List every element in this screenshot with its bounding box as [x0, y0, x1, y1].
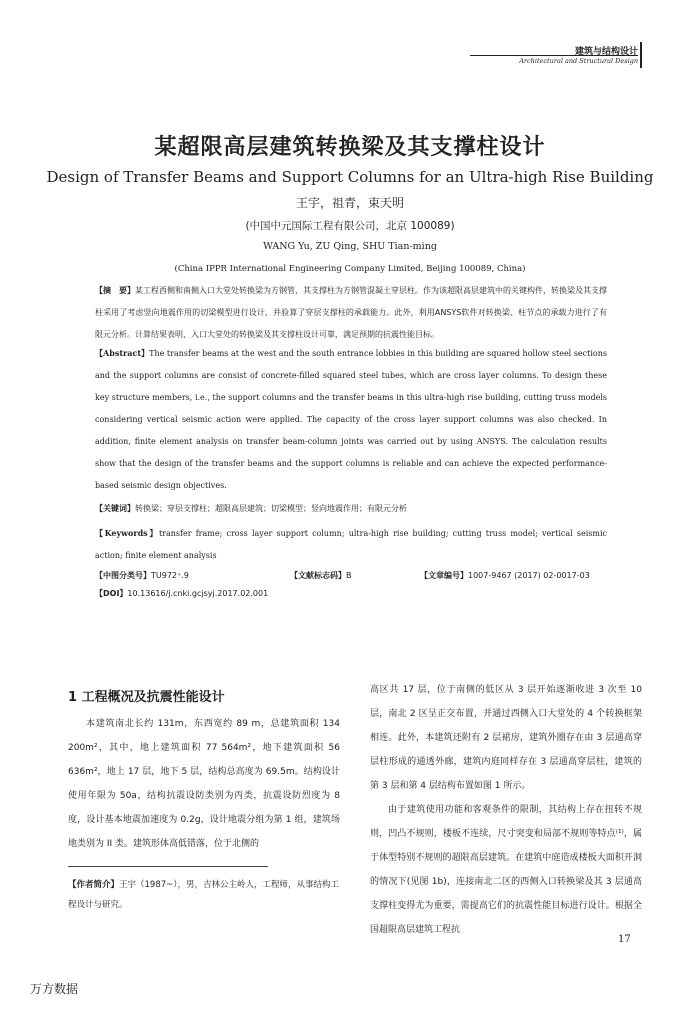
doi-label: 【DOI】 [95, 589, 128, 598]
header-vertical-rule [640, 42, 642, 68]
author-footnote [68, 875, 340, 915]
paragraph: 本建筑南北长约 131m，东西宽约 89 m，总建筑面积 134 200m²，其中，地上建筑面积 77 564m²，地下建筑面积 56 636m²，地上 17 层，地下 5 层，结构总高度为 69.5m。结构设计使用年限为 50a，结构抗震设防类别为丙类，抗震设防烈度为 8 度，设计基本地震加速度为 0.2g，设计地震分组为第 1 组，建筑场地类别为 II 类。建筑形体高低错落，位于北侧的 [68, 719, 340, 849]
doc-code [290, 565, 352, 587]
keywords-cn-text: 转换梁；穿层支撑柱；超限高层建筑；切梁模型；竖向地震作用；有限元分析 [135, 504, 407, 513]
keywords-cn-label: 【关键词】 [95, 504, 135, 513]
doc-code-label: 【文献标志码】 [290, 571, 346, 580]
clc-value: TU972⁺.9 [151, 571, 189, 580]
section-heading: 1 工程概况及抗震性能设计 [68, 690, 225, 705]
doc-code-value: B [346, 571, 352, 580]
article-number-label: 【文章编号】 [420, 571, 468, 580]
right-column [370, 678, 642, 942]
footnote-label: 【作者简介】 [68, 880, 120, 890]
abstract-en-text: The transfer beams at the west and the south entrance lobbies in this building are squared hollow steel sections and the support columns are consist of concrete-filled squared steel tubes, which are cross layer columns. To design these key structure members, i.e., the support columns and the transfer beams in this ultra-high rise building, cutting truss models considering vertical seismic action were applied. The capacity of the cross layer support columns was also checked. In addition, finite element analysis on transfer beam-column joints was carried out by using ANSYS. The calculation results show that the design of the transfer beams and the support columns is reliable and can achieve the expected performance-based seismic design objectives. [95, 349, 607, 490]
abstract-cn-text: 某工程西侧和南侧入口大堂处转换梁为方钢管，其支撑柱为方钢管混凝土穿层柱。作为该超限高层建筑中的关键构件，转换梁及其支撑柱采用了考虑竖向地震作用的切梁模型进行设计，并验算了穿层支撑柱的承载能力。此外，利用ANSYS软件对转换梁、柱节点的承载力进行了有限元分析。计算结果表明，入口大堂处的转换梁及其支撑柱设计可靠，满足预期的抗震性能目标。 [95, 286, 607, 339]
authors-en: WANG Yu, ZU Qing, SHU Tian-ming [263, 241, 437, 252]
doi [95, 588, 268, 599]
authors-cn: 王宇，祖青，束天明 [295, 196, 404, 210]
left-column [68, 712, 340, 856]
journal-section-cn: 建筑与结构设计 [574, 47, 638, 57]
clc-label: 【中图分类号】 [95, 571, 151, 580]
doi-value: 10.13616/j.cnki.gcjsyj.2017.02.001 [127, 589, 269, 598]
article-number-value: 1007-9467 (2017) 02-0017-03 [468, 571, 590, 580]
page-number: 17 [618, 934, 631, 945]
journal-section-en: Architectural and Structural Design [519, 57, 638, 65]
abstract-cn [95, 280, 607, 346]
affiliation-en: (China IPPR International Engineering Company Limited, Beijing 100089, China) [174, 264, 526, 274]
title-cn: 某超限高层建筑转换梁及其支撑柱设计 [154, 135, 546, 160]
abstract-en [95, 342, 607, 497]
watermark: 万方数据 [30, 982, 79, 996]
footnote-rule [68, 866, 268, 867]
paragraph: 由于建筑使用功能和客观条件的限制，其结构上存在扭转不规则，凹凸不规则，楼板不连续，尺寸突变和局部不规则等特点⁽¹⁾，属于体型特别不规则的超限高层建筑。在建筑中庭造成楼板大面积开洞的情况下(见图 1b)，连接南北二区的西侧入口转换梁及其 3 层通高支撑柱变得尤为重要，需提高它们的抗震性能目标进行设计。根据全国超限高层建筑工程抗 [370, 805, 642, 935]
footnote-text: 王宇（1987~），男，吉林公主岭人，工程师，从事结构工程设计与研究。 [68, 880, 340, 910]
abstract-cn-label: 【摘 要】 [95, 286, 135, 295]
keywords-cn [95, 498, 607, 520]
clc-number [95, 565, 189, 587]
abstract-en-label: 【Abstract】 [95, 348, 150, 358]
keywords-en-text: transfer frame; cross layer support column; ultra-high rise building; cutting truss model; vertical seismic action; finite element analysis [95, 529, 607, 560]
article-number [420, 565, 590, 587]
title-en: Design of Transfer Beams and Support Columns for an Ultra-high Rise Building [46, 168, 654, 186]
paragraph: 高区共 17 层，位于南侧的低区从 3 层开始逐渐收进 3 次至 10 层，南北 2 区呈正交布置，并通过西侧入口大堂处的 4 个转换框架相连。此外，本建筑还附有 2 层裙房，建筑外圈存在由 3 层通高穿层柱形成的通透外廊，建筑内庭同样存在 3 层通高穿层柱，建筑的第 3 层和第 4 层结构布置如图 1 所示。 [370, 685, 642, 791]
affiliation-cn: (中国中元国际工程有限公司，北京 100089) [245, 220, 455, 232]
keywords-en [95, 522, 607, 567]
keywords-en-label: 【Keywords】 [95, 528, 159, 538]
